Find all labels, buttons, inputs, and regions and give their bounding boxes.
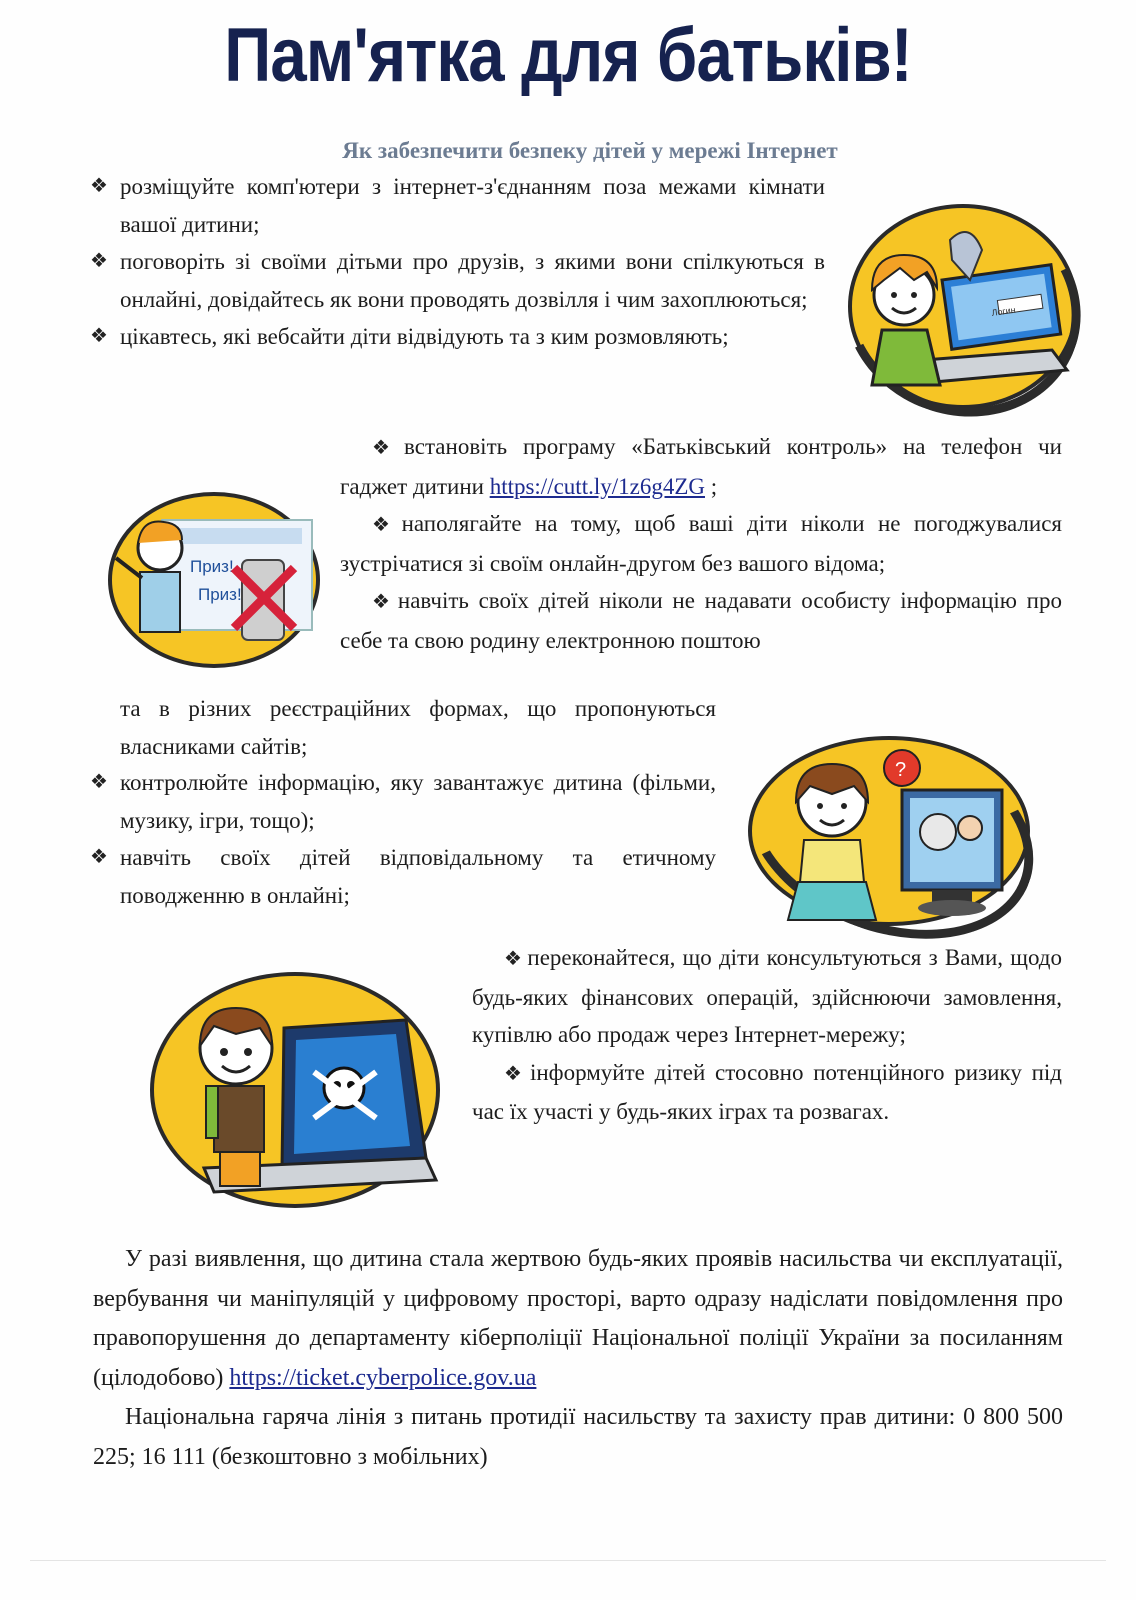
hotline-paragraph: Національна гаряча лінія з питань протидії насильству та захисту прав дитини: 0 800 500 225; 16 111 (безкоштовно з мобільних)	[93, 1404, 1063, 1470]
bullet-icon: ❖	[504, 1062, 526, 1085]
list-item: ❖ наполягайте на тому, щоб ваші діти ніколи не погоджувалися зустрічатися зі своїм онлайн-другом без вашого відома;	[340, 511, 1062, 576]
girl-laptop-illustration	[842, 200, 1082, 415]
cyberpolice-link[interactable]: https://ticket.cyberpolice.gov.ua	[229, 1364, 537, 1391]
list-item: ❖ навчіть своїх дітей ніколи не надавати особисту інформацію про себе та свою родину електронною поштою	[340, 588, 1062, 653]
tips-block-2	[340, 428, 1062, 659]
prize-label-2: Приз!	[198, 585, 242, 604]
bullet-icon: ❖	[90, 846, 108, 868]
tips-block-4	[472, 939, 1062, 1131]
login-label: Логин	[990, 304, 1017, 318]
list-item: ❖ контролюйте інформацію, яку завантажує дитина (фільми, музику, ігри, тощо);	[120, 764, 716, 839]
parental-control-link[interactable]: https://cutt.ly/1z6g4ZG	[489, 473, 705, 499]
bullet-icon: ❖	[90, 175, 108, 197]
bullet-icon: ❖	[504, 948, 524, 970]
closing-block	[93, 1240, 1063, 1477]
page-title: Пам'ятка для батьків!	[224, 13, 912, 98]
divider	[30, 1560, 1106, 1561]
list-item: ❖ розміщуйте комп'ютери з інтернет-з'єднанням поза межами кімнати вашої дитини;	[120, 168, 825, 243]
list-item: ❖ переконайтеся, що діти консультуються з Вами, щодо будь-яких фінансових операцій, здійснюючи замовлення, купівлю або продаж через Інтернет-мережу;	[472, 945, 1062, 1047]
question-label: ?	[895, 759, 907, 781]
page-subtitle: Як забезпечити безпеку дітей у мережі Інтернет	[342, 138, 838, 163]
list-item: ❖ встановіть програму «Батьківський контроль» на телефон чи гаджет дитини https://cutt.ly/1z6g4ZG ;	[340, 434, 1062, 499]
list-item: ❖ навчіть своїх дітей відповідальному та етичному поводженню в онлайні;	[120, 839, 716, 914]
tips-block-1	[90, 168, 825, 356]
list-item: ❖ поговоріть зі своїми дітьми про друзів, з якими вони спілкуються в онлайні, довідайтесь як вони проводять дозвілля і чим захоплюються;	[120, 243, 825, 318]
list-item: ❖ інформуйте дітей стосовно потенційного ризику під час їх участі у будь-яких іграх та розвагах.	[472, 1059, 1062, 1124]
girl-monitor-illustration	[742, 732, 1040, 932]
prize-label-1: Приз!	[190, 557, 234, 576]
bullet-icon: ❖	[90, 325, 108, 347]
cyberpolice-paragraph: У разі виявлення, що дитина стала жертвою будь-яких проявів насильства чи експлуатації, вербування чи маніпуляцій у цифровому просторі, варто одразу надіслати повідомлення про правопорушення до департаменту кіберполіції Національної поліції України за посиланням (цілодобово) https://ticket.cyberpolice.gov.ua	[93, 1246, 1063, 1391]
bullet-icon: ❖	[90, 771, 108, 793]
bullet-icon: ❖	[90, 250, 108, 272]
list-item: ❖ цікавтесь, які вебсайти діти відвідують та з ким розмовляють;	[120, 318, 825, 356]
bullet-icon: ❖	[372, 514, 398, 536]
bullet-icon: ❖	[372, 591, 394, 613]
tips-block-3	[90, 764, 716, 914]
bullet-icon: ❖	[372, 437, 401, 459]
boy-prize-illustration	[102, 488, 327, 673]
tips-block-2-continuation: та в різних реєстраційних формах, що пропонуються власниками сайтів;	[120, 696, 716, 759]
boy-pirate-laptop-illustration	[144, 968, 446, 1214]
